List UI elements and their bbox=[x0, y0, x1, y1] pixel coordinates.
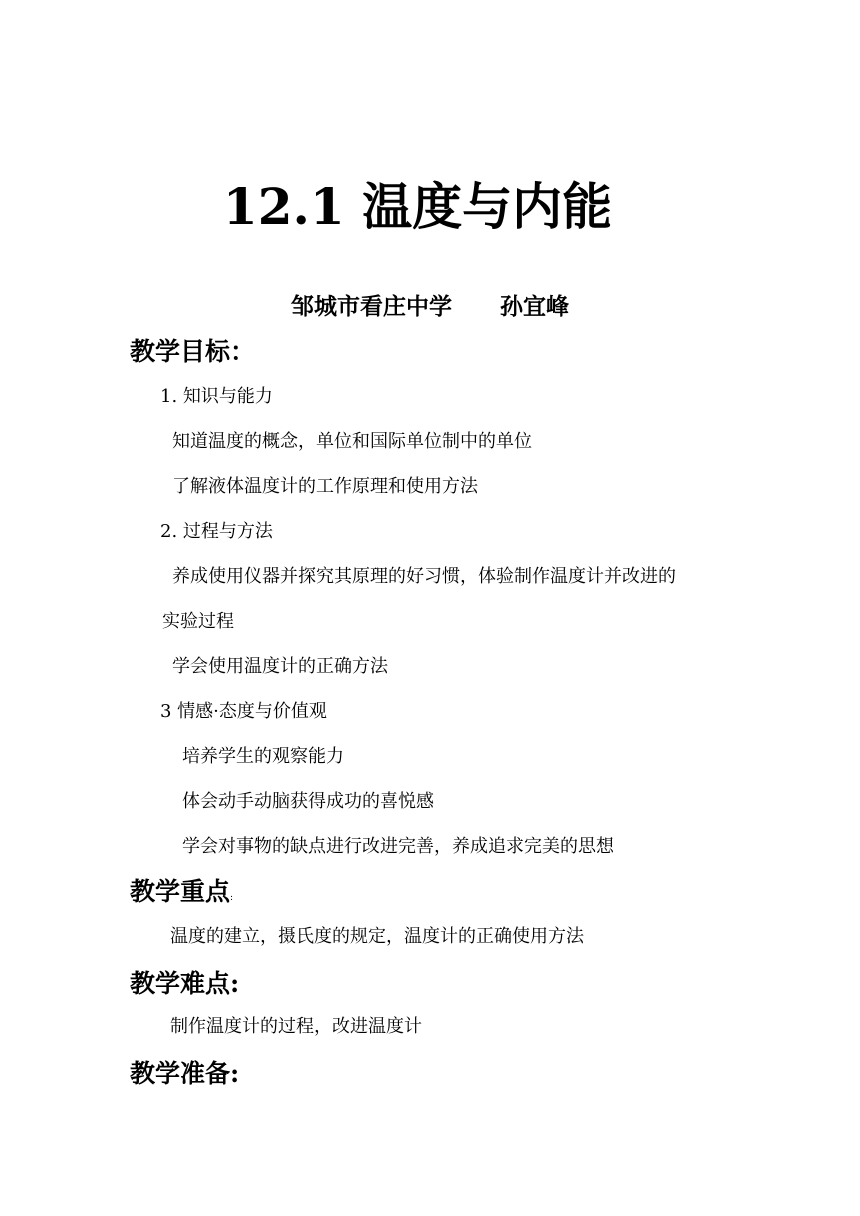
process-label: 2. 过程与方法 bbox=[160, 521, 273, 542]
knowledge-item: 知道温度的概念，单位和国际单位制中的单位 bbox=[172, 431, 532, 452]
knowledge-item: 了解液体温度计的工作原理和使用方法 bbox=[172, 476, 478, 497]
difficulties-text: 制作温度计的过程，改进温度计 bbox=[170, 1016, 422, 1037]
key-points-heading-colon: : bbox=[230, 893, 234, 903]
attitude-label: 3 情感·态度与价值观 bbox=[160, 701, 327, 722]
process-item: 学会使用温度计的正确方法 bbox=[172, 656, 388, 677]
attitude-item: 学会对事物的缺点进行改进完善，养成追求完美的思想 bbox=[182, 836, 614, 857]
attitude-item: 培养学生的观察能力 bbox=[182, 746, 344, 767]
knowledge-label: 1. 知识与能力 bbox=[160, 386, 273, 407]
process-item: 养成使用仪器并探究其原理的好习惯，体验制作温度计并改进的 bbox=[172, 566, 676, 587]
preparation-heading: 教学准备: bbox=[130, 1059, 240, 1088]
key-points-heading bbox=[130, 874, 233, 916]
process-item: 实验过程 bbox=[162, 611, 234, 632]
document-title: 12.1 温度与内能 bbox=[222, 177, 613, 236]
difficulties-heading: 教学难点: bbox=[130, 969, 240, 998]
objectives-heading: 教学目标： bbox=[130, 337, 256, 366]
author-line: 邹城市看庄中学 孙宜峰 bbox=[290, 293, 570, 320]
key-points-heading-text: 教学重点 bbox=[130, 877, 231, 906]
key-points-text: 温度的建立，摄氏度的规定，温度计的正确使用方法 bbox=[170, 926, 584, 947]
attitude-item: 体会动手动脑获得成功的喜悦感 bbox=[182, 791, 434, 812]
